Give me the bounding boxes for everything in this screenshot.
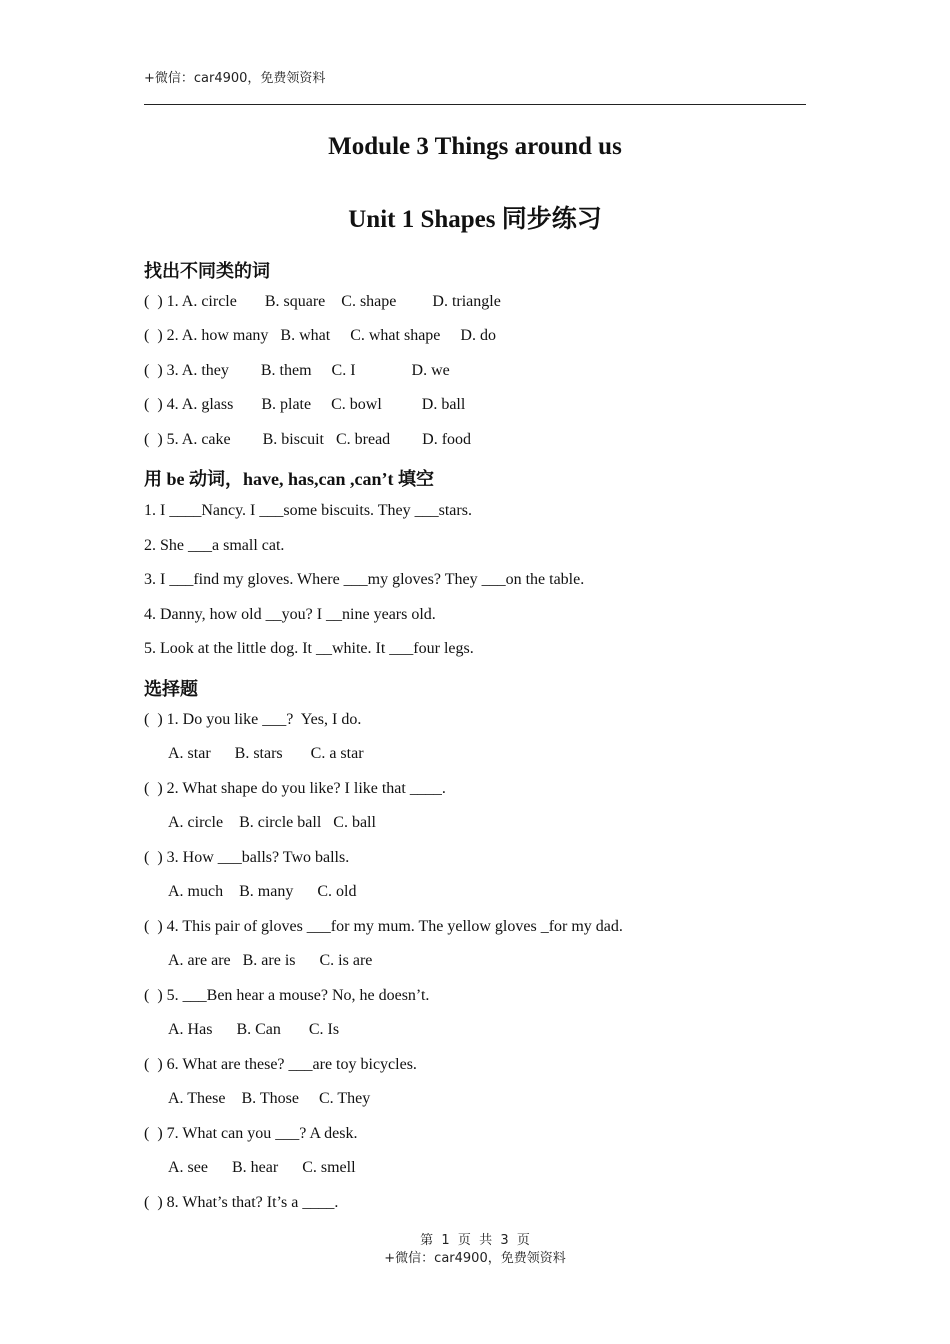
choice-options-1: A. star B. stars C. a star — [168, 745, 364, 762]
footer-note: +微信：car4900，免费领资料 — [384, 1251, 566, 1266]
section-multiple-choice-heading: 选择题 — [144, 679, 198, 699]
section-fill-blanks-heading: 用 be 动词，have, has,can ,can’t 填空 — [144, 469, 435, 489]
choice-question-8: ( ) 8. What’s that? It’s a ____. — [144, 1194, 339, 1211]
odd-one-out-item-1: ( ) 1. A. circle B. square C. shape D. triangle — [144, 293, 501, 310]
choice-options-4: A. are are B. are is C. is are — [168, 952, 373, 969]
section-odd-one-out-heading: 找出不同类的词 — [144, 261, 270, 281]
fill-blank-item-3: 3. I ___find my gloves. Where ___my gloves? They ___on the table. — [144, 571, 585, 588]
choice-options-5: A. Has B. Can C. Is — [168, 1021, 340, 1038]
odd-one-out-item-4: ( ) 4. A. glass B. plate C. bowl D. ball — [144, 396, 466, 413]
choice-question-7: ( ) 7. What can you ___? A desk. — [144, 1125, 358, 1142]
choice-options-2: A. circle B. circle ball C. ball — [168, 814, 376, 831]
fill-blank-item-1: 1. I ____Nancy. I ___some biscuits. They ___stars. — [144, 502, 472, 519]
odd-one-out-item-5: ( ) 5. A. cake B. biscuit C. bread D. food — [144, 431, 472, 448]
unit-title: Unit 1 Shapes 同步练习 — [348, 206, 602, 233]
header-note: +微信：car4900，免费领资料 — [144, 71, 326, 86]
choice-question-6: ( ) 6. What are these? ___are toy bicycles. — [144, 1056, 417, 1073]
page-number: 第 1 页 共 3 页 — [420, 1233, 530, 1248]
choice-question-1: ( ) 1. Do you like ___? Yes, I do. — [144, 711, 362, 728]
choice-question-4: ( ) 4. This pair of gloves ___for my mum. The yellow gloves _for my dad. — [144, 918, 623, 935]
fill-blank-item-5: 5. Look at the little dog. It __white. It ___four legs. — [144, 640, 474, 657]
choice-question-3: ( ) 3. How ___balls? Two balls. — [144, 849, 350, 866]
choice-options-6: A. These B. Those C. They — [168, 1090, 371, 1107]
fill-blank-item-2: 2. She ___a small cat. — [144, 537, 285, 554]
choice-question-5: ( ) 5. ___Ben hear a mouse? No, he doesn’t. — [144, 987, 430, 1004]
module-title: Module 3 Things around us — [328, 133, 622, 160]
odd-one-out-item-2: ( ) 2. A. how many B. what C. what shape D. do — [144, 327, 496, 344]
choice-options-7: A. see B. hear C. smell — [168, 1159, 356, 1176]
choice-question-2: ( ) 2. What shape do you like? I like that ____. — [144, 780, 446, 797]
choice-options-3: A. much B. many C. old — [168, 883, 357, 900]
header-rule — [144, 104, 806, 105]
fill-blank-item-4: 4. Danny, how old __you? I __nine years old. — [144, 606, 436, 623]
odd-one-out-item-3: ( ) 3. A. they B. them C. I D. we — [144, 362, 450, 379]
